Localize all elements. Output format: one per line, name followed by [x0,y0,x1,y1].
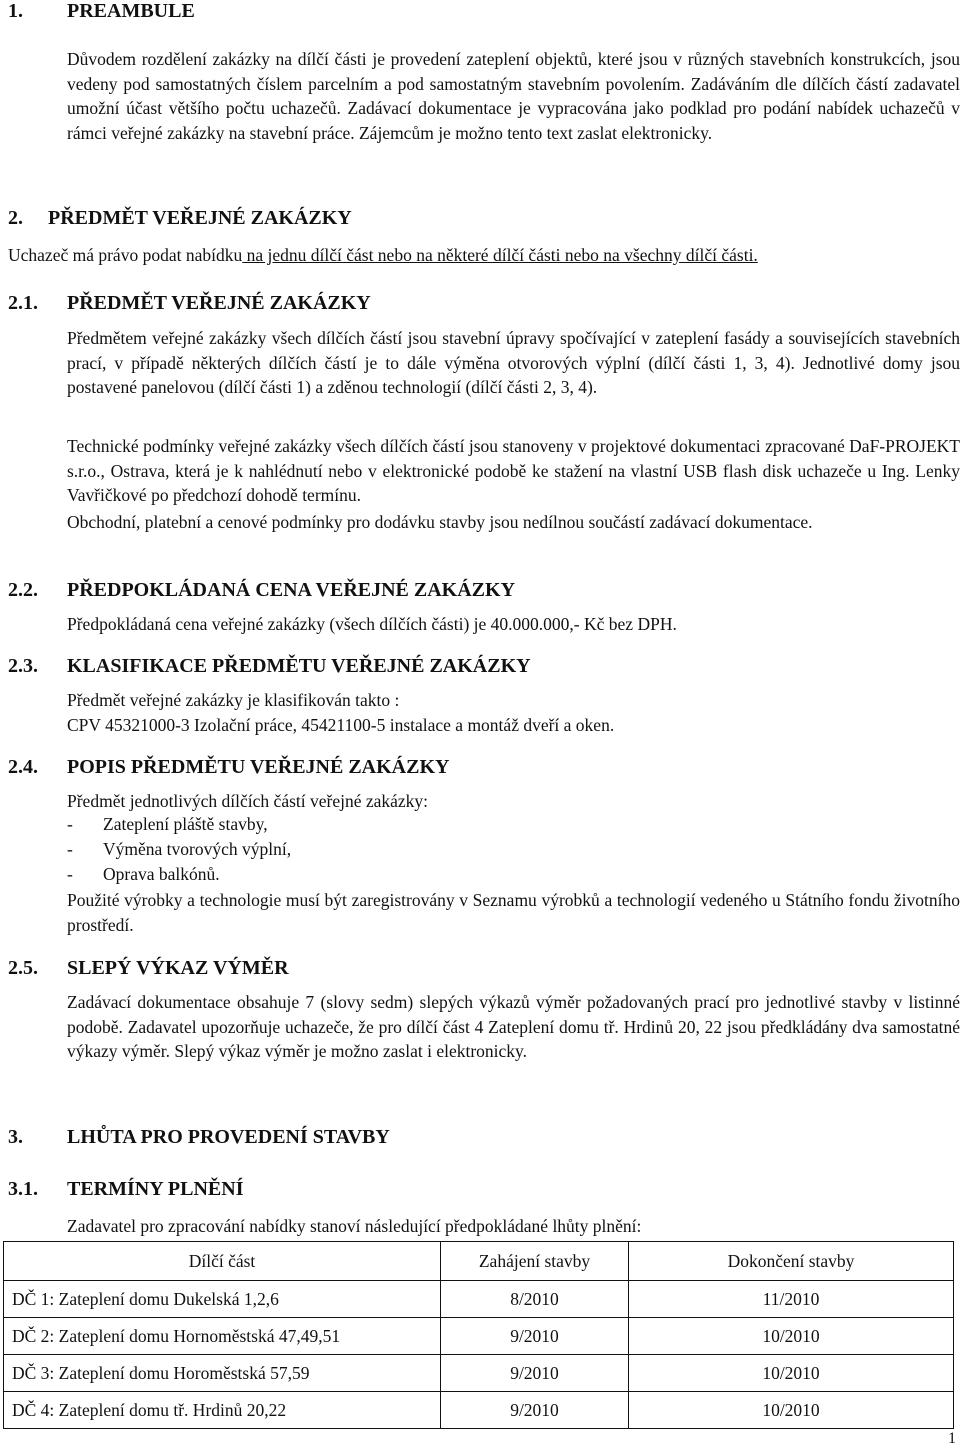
section-2-1-paragraph-1: Předmětem veřejné zakázky všech dílčích částí jsou stavební úpravy spočívající v zateplení fasády a souvisejících stavebních prací, v případě některých dílčích částí je to dále výměna otvorových výplní (dílčí části 1, 3, 4). Jednotlivé domy jsou postavené panelovou (dílčí části 1) a zděnou technologií (dílčí části 2, 3, 4). [67,328,960,397]
section-3-number: 3. [8,1126,23,1148]
list-item [0,864,960,889]
section-2-underlined-text: na jednu dílčí část nebo na některé dílčí části nebo na všechny dílčí části. [242,245,758,265]
section-1-number: 1. [8,0,23,22]
section-1-paragraph: Důvodem rozdělení zakázky na dílčí části je provedení zateplení objektů, které jsou v různých stavebních konstrukcích, jsou vedeny pod samostatných číslem parcelním a pod samostatným stavebním povolením. Zadáváním dle dílčích částí zadavatel umožní účast většího počtu uchazečů. Zadávací dokumentace je vypracována jako podklad pro podání nabídek uchazečů v rámci veřejné zakázky na stavební práce. Zájemcům je možno tento text zaslat elektronicky. [67,49,960,143]
section-2-1-number: 2.1. [8,292,38,314]
section-2-3-line-2: CPV 45321000-3 Izolační práce, 45421100-5 instalace a montáž dveří a oken. [67,715,615,735]
section-2-2-title: PŘEDPOKLÁDANÁ CENA VEŘEJNÉ ZAKÁZKY [67,579,516,601]
table-row [4,1318,954,1355]
table-cell: 10/2010 [629,1355,954,1392]
table-cell: 10/2010 [629,1318,954,1355]
section-2-1-paragraph-2: Technické podmínky veřejné zakázky všech dílčích částí jsou stanoveny v projektové dokumentaci zpracované DaF-PROJEKT s.r.o., Ostrava, která je k nahlédnutí nebo v elektronické podobě ke stažení na vlastní USB flash disk uchazeče u Ing. Lenky Vavřičkové po předchozí dohodě termínu. [67,436,960,505]
list-item [0,839,960,864]
section-3-1-intro: Zadavatel pro zpracování nabídky stanoví následující předpokládané lhůty plnění: [67,1216,642,1236]
section-2-3-title: KLASIFIKACE PŘEDMĚTU VEŘEJNÉ ZAKÁZKY [67,655,531,677]
section-3-1-number: 3.1. [8,1178,38,1200]
section-2-4-intro: Předmět jednotlivých dílčích částí veřejné zakázky: [67,791,429,811]
list-dash: - [67,839,73,859]
section-2-paragraph [8,245,758,266]
section-2-title: PŘEDMĚT VEŘEJNÉ ZAKÁZKY [48,207,352,229]
page-number: 1 [948,1430,956,1447]
table-cell: 9/2010 [441,1318,629,1355]
schedule-table [3,1241,954,1429]
section-2-5-title: SLEPÝ VÝKAZ VÝMĚR [67,957,289,979]
section-2-3-number: 2.3. [8,655,38,677]
section-2-4-paragraph: Použité výrobky a technologie musí být zaregistrovány v Seznamu výrobků a technologií vedeného u Státního fondu životního prostředí. [67,890,960,935]
bullet-list [0,814,960,889]
section-3-title: LHŮTA PRO PROVEDENÍ STAVBY [67,1126,390,1148]
table-cell: 11/2010 [629,1281,954,1318]
table-cell: 10/2010 [629,1392,954,1429]
list-item-text: Výměna tvorových výplní, [103,839,292,859]
table-row [4,1392,954,1429]
table-cell: 8/2010 [441,1281,629,1318]
section-2-text: Uchazeč má právo podat nabídku [8,245,243,265]
table-cell: DČ 4: Zateplení domu tř. Hrdinů 20,22 [4,1392,441,1429]
list-item-text: Zateplení pláště stavby, [103,814,268,834]
section-2-5-paragraph: Zadávací dokumentace obsahuje 7 (slovy sedm) slepých výkazů výměr požadovaných prací pro jednotlivé stavby v listinné podobě. Zadavatel upozorňuje uchazeče, že pro dílčí část 4 Zateplení domu tř. Hrdinů 20, 22 jsou předkládány dva samostatné výkazy výměr. Slepý výkaz výměr je možno zaslat i elektronicky. [67,992,960,1061]
column-header: Dokončení stavby [629,1242,954,1281]
table-row [4,1355,954,1392]
column-header: Dílčí část [4,1242,441,1281]
section-2-number: 2. [8,207,23,229]
column-header: Zahájení stavby [441,1242,629,1281]
list-item [0,814,960,839]
table-cell: DČ 1: Zateplení domu Dukelská 1,2,6 [4,1281,441,1318]
table-cell: DČ 3: Zateplení domu Horoměstská 57,59 [4,1355,441,1392]
section-2-3-line-1: Předmět veřejné zakázky je klasifikován takto : [67,690,400,710]
section-2-5-number: 2.5. [8,957,38,979]
section-2-4-number: 2.4. [8,756,38,778]
table-row [4,1281,954,1318]
table-cell: 9/2010 [441,1392,629,1429]
table-header-row [4,1242,954,1281]
section-3-1-title: TERMÍNY PLNĚNÍ [67,1178,244,1200]
section-2-4-title: POPIS PŘEDMĚTU VEŘEJNÉ ZAKÁZKY [67,756,450,778]
section-2-1-paragraph-3: Obchodní, platební a cenové podmínky pro dodávku stavby jsou nedílnou součástí zadávací dokumentace. [67,512,813,532]
section-2-1-title: PŘEDMĚT VEŘEJNÉ ZAKÁZKY [67,292,371,314]
list-dash: - [67,864,73,884]
list-dash: - [67,814,73,834]
table-cell: DČ 2: Zateplení domu Hornoměstská 47,49,51 [4,1318,441,1355]
section-2-2-number: 2.2. [8,579,38,601]
list-item-text: Oprava balkónů. [103,864,220,884]
section-2-2-paragraph: Předpokládaná cena veřejné zakázky (všech dílčích části) je 40.000.000,- Kč bez DPH. [67,614,677,634]
table-cell: 9/2010 [441,1355,629,1392]
section-1-title: PREAMBULE [67,0,195,22]
